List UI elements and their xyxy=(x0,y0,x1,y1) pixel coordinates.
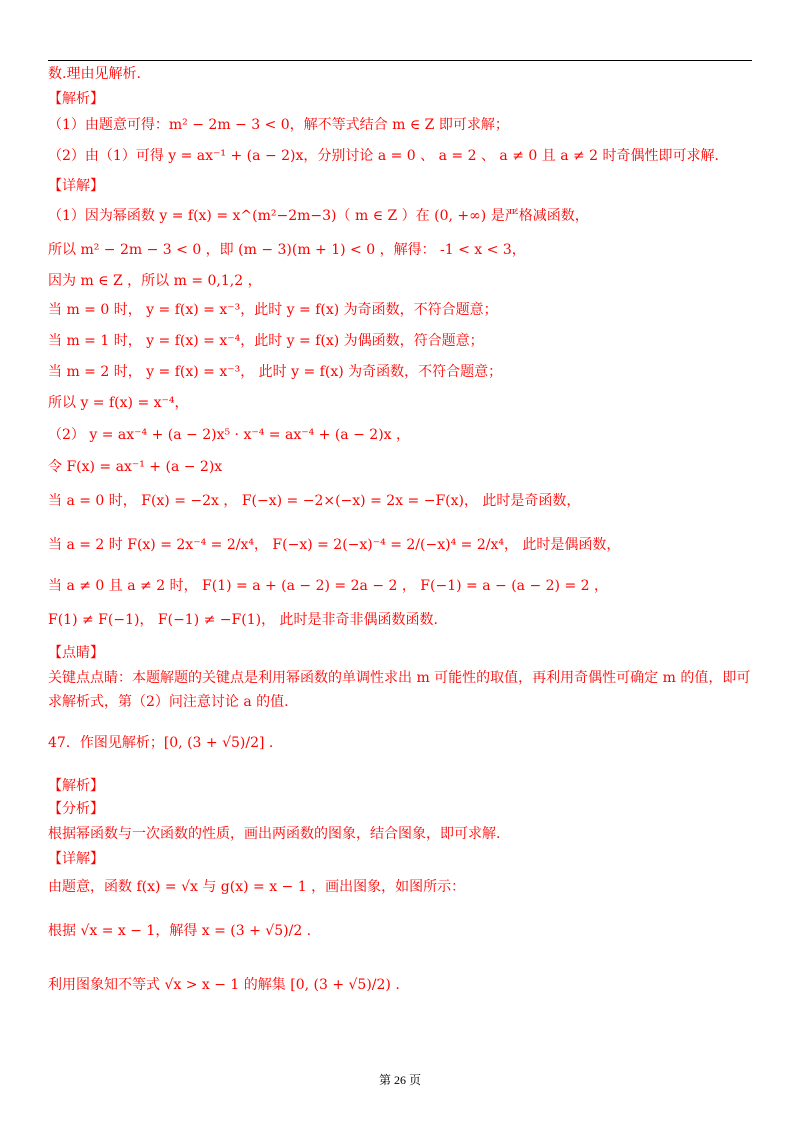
text-line: （1）因为幂函数 y = f(x) = x^(m²−2m−3)（ m ∈ Z ）在 (0, +∞) 是严格减函数， xyxy=(48,208,589,224)
text-line: 令 F(x) = ax⁻¹ + (a − 2)x xyxy=(48,459,223,475)
section-heading-note: 【点睛】 xyxy=(48,645,104,661)
text-line: 所以 m² − 2m − 3 < 0 ，即 (m − 3)(m + 1) < 0 ，解得： -1 < x < 3， xyxy=(48,242,526,258)
text-line: F(1) ≠ F(−1)， F(−1) ≠ −F(1)， 此时是非奇非偶函数函数. xyxy=(48,612,438,628)
text-line: 数.理由见解析. xyxy=(48,66,141,82)
text-line: 当 m = 2 时， y = f(x) = x⁻³， 此时 y = f(x) 为奇函数，不符合题意； xyxy=(48,364,503,380)
text-line: 当 m = 0 时， y = f(x) = x⁻³，此时 y = f(x) 为奇函数，不符合题意； xyxy=(48,302,498,318)
text-line: 因为 m ∈ Z ，所以 m = 0,1,2 ， xyxy=(48,273,262,289)
text-line: 所以 y = f(x) = x⁻⁴， xyxy=(48,395,189,411)
section-heading-detail: 【详解】 xyxy=(48,178,104,194)
text-line: 利用图象知不等式 √x > x − 1 的解集 [0, (3 + √5)/2) . xyxy=(48,977,400,993)
text-line: 当 a ≠ 0 且 a ≠ 2 时， F(1) = a + (a − 2) = 2a − 2 ， F(−1) = a − (a − 2) = 2 ， xyxy=(48,578,608,594)
text-line: 当 a = 0 时， F(x) = −2x ， F(−x) = −2×(−x) = 2x = −F(x)， 此时是奇函数， xyxy=(48,493,581,509)
section-heading-analysis: 【解析】 xyxy=(48,91,104,107)
text-line: （1）由题意可得：m² − 2m − 3 < 0，解不等式结合 m ∈ Z 即可求解； xyxy=(48,117,509,133)
text-line: 求解析式，第（2）问注意讨论 a 的值. xyxy=(48,694,289,710)
text-line: （2）由（1）可得 y = ax⁻¹ + (a − 2)x，分别讨论 a = 0 、 a = 2 、 a ≠ 0 且 a ≠ 2 时奇偶性即可求解. xyxy=(48,148,719,164)
section-heading-subanalysis: 【分析】 xyxy=(48,801,104,817)
text-line: 根据幂函数与一次函数的性质，画出两函数的图象，结合图象，即可求解. xyxy=(48,826,501,842)
text-line: 关键点点睛：本题解题的关键点是利用幂函数的单调性求出 m 可能性的取值，再利用奇偶性可确定 m 的值，即可 xyxy=(48,670,751,686)
text-line: 当 m = 1 时， y = f(x) = x⁻⁴，此时 y = f(x) 为偶函数，符合题意； xyxy=(48,333,484,349)
header-rule xyxy=(48,60,752,61)
text-line: 当 a = 2 时 F(x) = 2x⁻⁴ = 2/x⁴， F(−x) = 2(−x)⁻⁴ = 2/(−x)⁴ = 2/x⁴， 此时是偶函数， xyxy=(48,537,621,553)
text-line: 根据 √x = x − 1，解得 x = (3 + √5)/2 . xyxy=(48,923,312,939)
text-line: 由题意，函数 f(x) = √x 与 g(x) = x − 1 ，画出图象，如图所示： xyxy=(48,879,466,895)
page-number: 第 26 页 xyxy=(378,1073,421,1087)
text-line: （2） y = ax⁻⁴ + (a − 2)x⁵ · x⁻⁴ = ax⁻⁴ + (a − 2)x ， xyxy=(48,427,410,443)
section-heading-detail: 【详解】 xyxy=(48,851,104,867)
section-heading-analysis: 【解析】 xyxy=(48,778,104,794)
question-answer-47: 47．作图见解析；[0, (3 + √5)/2] . xyxy=(48,735,274,751)
